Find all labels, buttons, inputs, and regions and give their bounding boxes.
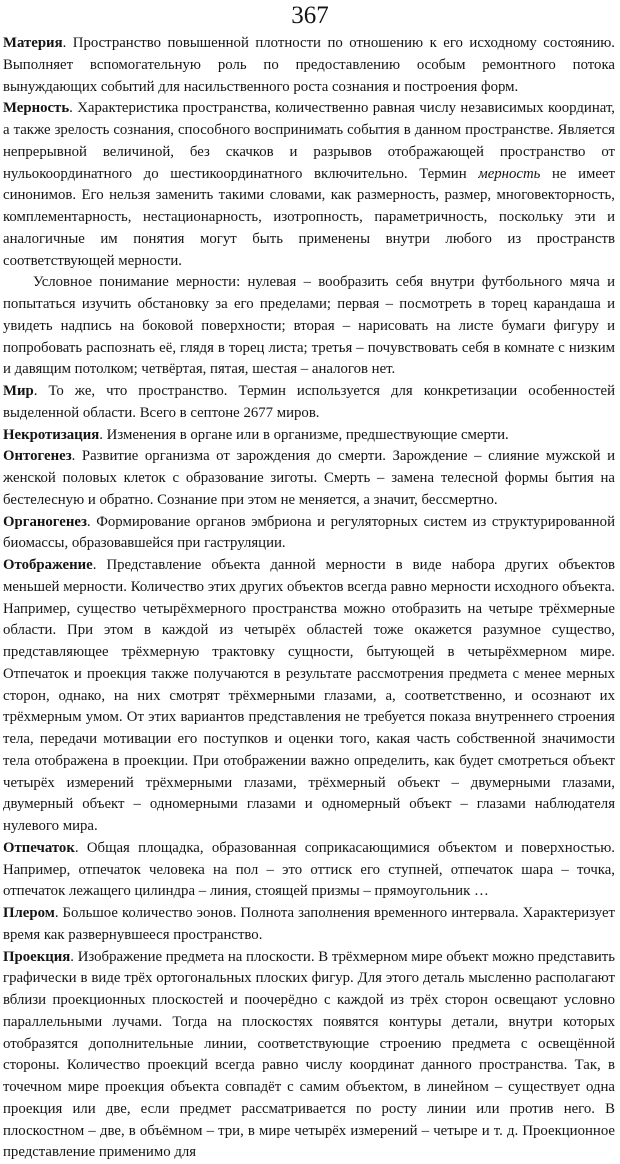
entry-term: Отображение <box>3 557 93 573</box>
entry-definition: . Характеристика пространства, количественно равная числу независимых координат, а также зрелость сознания, способного воспринимать события в данном пространстве. Является непрерывной величиной, без скачков и разрывов отображающей пространство от нульокоординатного до шестикоординатного включительно. Термин <box>3 100 615 181</box>
entry-term: Органогенез <box>3 514 87 530</box>
entry-definition: . Изменения в органе или в организме, предшествующие смерти. <box>99 427 509 443</box>
glossary-entry-otpechatok <box>3 838 615 903</box>
entry-term: Мир <box>3 383 34 399</box>
glossary-text <box>3 33 615 1164</box>
glossary-paragraph-mernost-examples <box>3 272 615 381</box>
entry-term: Материя <box>3 35 63 51</box>
entry-definition: . То же, что пространство. Термин используется для конкретизации особенностей выделенной области. Всего в септоне 2677 миров. <box>3 383 615 421</box>
entry-term: Отпечаток <box>3 840 75 856</box>
entry-definition: . Общая площадка, образованная соприкасающимися объектом и поверхностью. Например, отпечаток человека на пол – это оттиск его ступней, отпечаток шара – точка, отпечаток лежащего цилиндра – линия, стоящей призмы – прямоугольник … <box>3 840 615 900</box>
paragraph-text: Условное понимание мерности: нулевая – вообразить себя внутри футбольного мяча и попытаться изучить обстановку за его пределами; первая – посмотреть в торец карандаша и увидеть надпись на боковой поверхности; вторая – нарисовать на листе бумаги фигуру и попробовать распознать её, глядя в торец листа; третья – почувствовать себя в комнате с низким и давящим потолком; четвёртая, пятая, шестая – аналогов нет. <box>3 274 615 377</box>
entry-definition: . Представление объекта данной мерности в виде набора других объектов меньшей мерности. Количество этих других объектов всегда равно мерности исходного объекта. Например, существо четырёхмерного пространства можно отобразить на четыре трёхмерные области. При этом в каждой из четырёх областей тоже окажется разумное существо, представляющее трёхмерную трактовку сущности, бытующей в четырёхмерном мире. Отпечаток и проекция также получаются в результате рассмотрения предмета с менее мерных сторон, однако, на них смотрят трёхмерными глазами, а, соответственно, и осознают их трёхмерным умом. От этих вариантов представления не требуется показа внутреннего строения тела, передачи мотивации его поступков и оценки того, какая часть собственной значимости тела отображена в проекции. При отображении важно определить, как будет смотреться объект четырёх измерений трёхмерными глазами, трёхмерный объект – двумерными глазами, двумерный объект – одномерными глазами и одномерный объект – глазами наблюдателя нулевого мира. <box>3 557 615 834</box>
entry-definition: . Формирование органов эмбриона и регуляторных систем из структурированной биомассы, образовавшейся при гаструляции. <box>3 514 615 552</box>
entry-term: Проекция <box>3 949 70 965</box>
entry-definition: . Большое количество эонов. Полнота заполнения временного интервала. Характеризует время как развернувшееся пространство. <box>3 905 615 943</box>
glossary-entry-nekrotizatsiya <box>3 425 615 447</box>
glossary-entry-mernost <box>3 98 615 272</box>
glossary-entry-mir <box>3 381 615 425</box>
glossary-entry-materiya <box>3 33 615 98</box>
entry-emphasis: мерность <box>478 166 540 182</box>
page-number: 367 <box>0 2 620 30</box>
glossary-entry-proektsiya <box>3 947 615 1164</box>
glossary-entry-organogenez <box>3 512 615 556</box>
entry-definition-continued: не имеет синонимов. Его нельзя заменить такими словами, как размерность, размер, многовекторность, комплементарность, нестационарность, изотропность, параметричность, поскольку эти и аналогичные им понятия могут быть применены внутри любого из пространств соответствующей мерности. <box>3 166 615 269</box>
entry-term: Мерность <box>3 100 69 116</box>
glossary-entry-plerom <box>3 903 615 947</box>
entry-definition: . Пространство повышенной плотности по отношению к его исходному состоянию. Выполняет вспомогательную роль по предоставлению особым ремонтного потока вынуждающих событий для насильственного роста сознания и построения форм. <box>3 35 615 95</box>
entry-definition: . Изображение предмета на плоскости. В трёхмерном мире объект можно представить графически в виде трёх ортогональных плоских фигур. Для этого деталь мысленно располагают вблизи проекционных плоскостей и поочерёдно с каждой из трёх сторон освещают условно параллельными лучами. Тогда на плоскостях появятся контуры детали, внутри которых отобразятся дополнительные линии, соответствующие строению предмета с освещённой стороны. Количество проекций всегда равно числу координат данного пространства. Так, в точечном мире проекция объекта совпадёт с самим объектом, в линейном – существует одна проекция или две, если предмет рассматривается по росту линии или против него. В плоскостном – две, в объёмном – три, в мире четырёх измерений – четыре и т. д. Проекционное представление применимо для <box>3 949 615 1161</box>
entry-term: Некротизация <box>3 427 99 443</box>
glossary-entry-otobrazhenie <box>3 555 615 838</box>
glossary-entry-ontogenez <box>3 446 615 511</box>
entry-definition: . Развитие организма от зарождения до смерти. Зарождение – слияние мужской и женской половых клеток с образование зиготы. Смерть – замена телесной формы бытия на бестелесную и обратно. Сознание при этом не меняется, а значит, бессмертно. <box>3 448 615 508</box>
entry-term: Плером <box>3 905 55 921</box>
entry-term: Онтогенез <box>3 448 72 464</box>
